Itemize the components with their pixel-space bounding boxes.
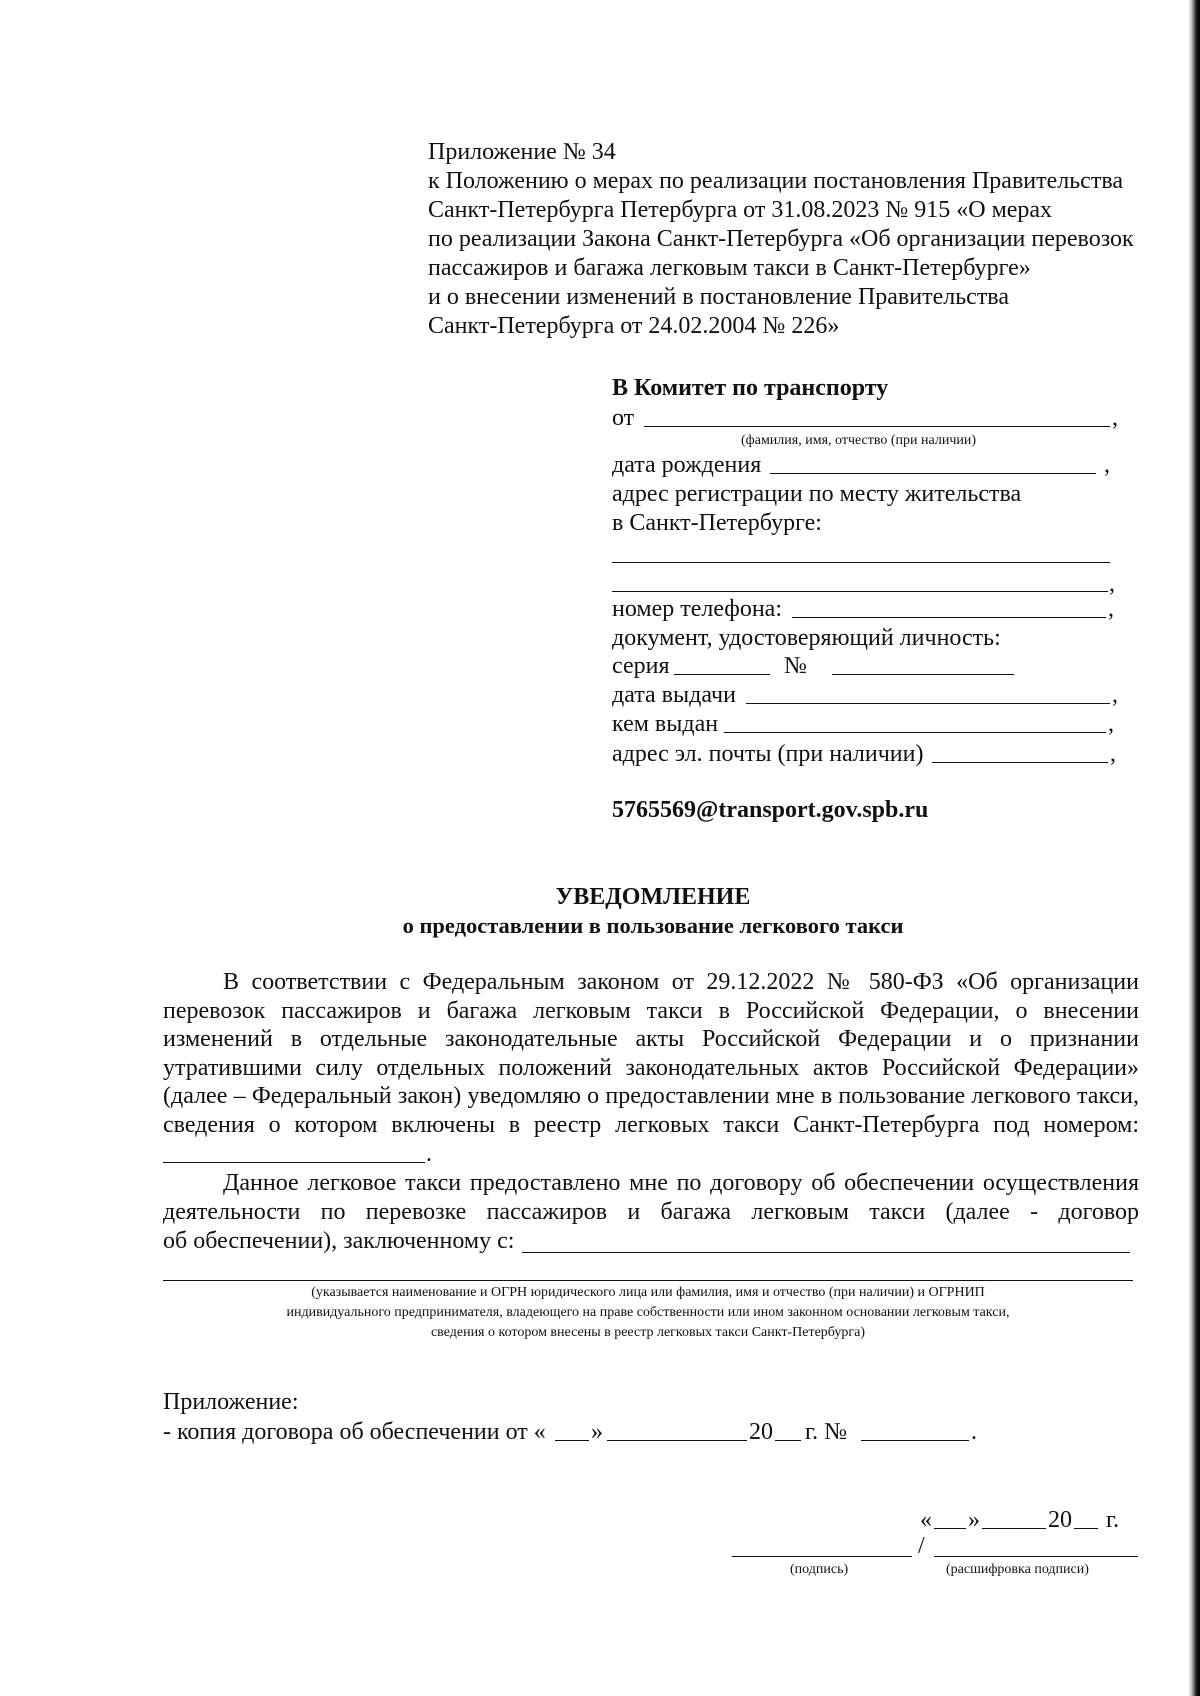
date-year-suffix: г. [1106,1507,1120,1533]
paragraph-line: (далее – Федеральный закон) уведомляю о предоставлении мне в пользование легкового такси, [163,1083,1139,1109]
number-label: № [784,653,807,679]
sign-year-field[interactable] [1074,1528,1098,1529]
id-doc-label: документ, удостоверяющий личность: [612,625,1001,651]
contract-party-hint [163,1283,1133,1343]
phone-comma: , [1108,596,1114,622]
appendix-line: по реализации Закона Санкт-Петербурга «Об организации перевозок [428,226,1134,252]
from-field[interactable] [644,426,1110,427]
issue-date-field[interactable] [746,703,1110,704]
contract-year-field[interactable] [775,1440,801,1441]
address-comma: , [1109,571,1115,597]
phone-label: номер телефона: [612,596,783,622]
contract-month-field[interactable] [607,1440,747,1441]
appendix-header [428,138,1168,341]
appendix-line: Санкт-Петербурга Петербурга от 31.08.2023 № 915 «О мерах [428,197,1053,223]
issued-by-row [612,710,1122,739]
address-label-line: в Санкт-Петербурге: [612,510,822,536]
paragraph-line: Данное легковое такси предоставлено мне по договору об обеспечении осуществления [223,1170,1139,1196]
signature-decode-field[interactable] [934,1556,1138,1557]
hint-line: (указывается наименование и ОГРН юридического лица или фамилия, имя и отчество (при наличии) и ОГРНИП [311,1285,985,1300]
appendix-line: пассажиров и багажа легковым такси в Санкт-Петербурге» [428,255,1031,281]
issued-by-comma: , [1108,711,1114,737]
sign-month-field[interactable] [982,1528,1046,1529]
address-label [612,480,1021,538]
address-field-line-2[interactable] [612,591,1108,592]
date-year-prefix: 20 [1048,1507,1072,1533]
number-field[interactable] [832,674,1014,675]
attachment-year-prefix: 20 [749,1419,773,1445]
contract-number-field[interactable] [861,1440,969,1441]
from-comma: , [1112,405,1118,431]
email-comma: , [1110,741,1116,767]
issued-by-field[interactable] [724,732,1106,733]
hint-line: индивидуального предпринимателя, владеющего на праве собственности или ином законном основании легковым такси, [286,1305,1010,1320]
issue-date-row [612,681,1122,710]
scan-edge [1188,0,1200,1696]
issued-by-label: кем выдан [612,711,719,737]
from-hint: (фамилия, имя, отчество (при наличии) [741,433,977,448]
attachment-year-suffix: г. № [805,1419,848,1445]
from-label: от [612,405,635,431]
notice-paragraph-2 [163,1169,1139,1256]
email-row [612,740,1122,769]
paragraph-line: утратившими силу отдельных положений законодательных актов Российской Федерации» [163,1054,1139,1081]
series-row [612,652,1122,681]
appendix-line: Приложение № 34 [428,139,616,165]
attachment-quote-close: » [591,1419,603,1445]
paragraph-line: сведения о котором включены в реестр легковых такси Санкт-Петербурга под номером: [163,1111,1139,1138]
addressee-title: В Комитет по транспорту [612,375,889,401]
sign-day-field[interactable] [934,1528,966,1529]
contract-party-field[interactable] [522,1252,1130,1253]
date-open: « [920,1507,932,1533]
signature-slash: / [918,1533,925,1559]
registry-number-end: . [426,1141,432,1167]
address-label-line: адрес регистрации по месту жительства [612,481,1022,507]
birth-label: дата рождения [612,452,762,478]
committee-email: 5765569@transport.gov.spb.ru [612,797,929,823]
birth-comma: , [1104,452,1110,478]
phone-field[interactable] [792,617,1106,618]
hint-line: сведения о котором внесены в реестр легковых такси Санкт-Петербурга) [430,1325,866,1340]
attachment-prefix: - копия договора об обеспечении от « [163,1419,546,1445]
registry-number-field[interactable] [163,1162,425,1163]
contract-day-field[interactable] [555,1440,589,1441]
from-row [612,404,1122,433]
address-field-line-1[interactable] [612,562,1110,563]
attachment-item [163,1418,1023,1447]
paragraph-line: об обеспечении), заключенному с: [163,1228,515,1254]
birth-date-field[interactable] [770,473,1096,474]
date-close: » [968,1507,980,1533]
phone-row [612,595,1122,624]
appendix-line: и о внесении изменений в постановление Правительства [428,284,1009,310]
signature-decode-hint: (расшифровка подписи) [946,1562,1089,1577]
signature-date [920,1506,1140,1535]
appendix-line: Санкт-Петербурга от 24.02.2004 № 226» [428,313,840,339]
paragraph-line: перевозок пассажиров и багажа легковым такси в Российской Федерации, о внесении [163,997,1139,1024]
contract-party-field-line-2[interactable] [163,1280,1133,1281]
signature-hint: (подпись) [790,1562,849,1577]
paragraph-line: деятельности по перевозке пассажиров и багажа легковым такси (далее - договор [163,1199,1139,1225]
signature-field[interactable] [732,1556,912,1557]
email-label: адрес эл. почты (при наличии) [612,741,924,767]
email-field[interactable] [932,762,1108,763]
issue-date-comma: , [1112,682,1118,708]
notice-subtitle: о предоставлении в пользование легкового такси [402,913,904,938]
notice-title: УВЕДОМЛЕНИЕ [555,884,751,910]
attachment-end: . [971,1419,977,1445]
notice-paragraph-1 [163,968,1139,1139]
paragraph-line: изменений в отдельные законодательные акты Российской Федерации и о признании [163,1026,1139,1052]
series-field[interactable] [674,674,770,675]
birth-row [612,451,1122,480]
attachment-label: Приложение: [163,1389,299,1415]
paragraph-line: В соответствии с Федеральным законом от 29.12.2022 № 580-ФЗ «Об организации [223,969,1139,995]
appendix-line: к Положению о мерах по реализации постановления Правительства [428,168,1123,194]
series-label: серия [612,653,670,679]
issue-date-label: дата выдачи [612,682,736,708]
